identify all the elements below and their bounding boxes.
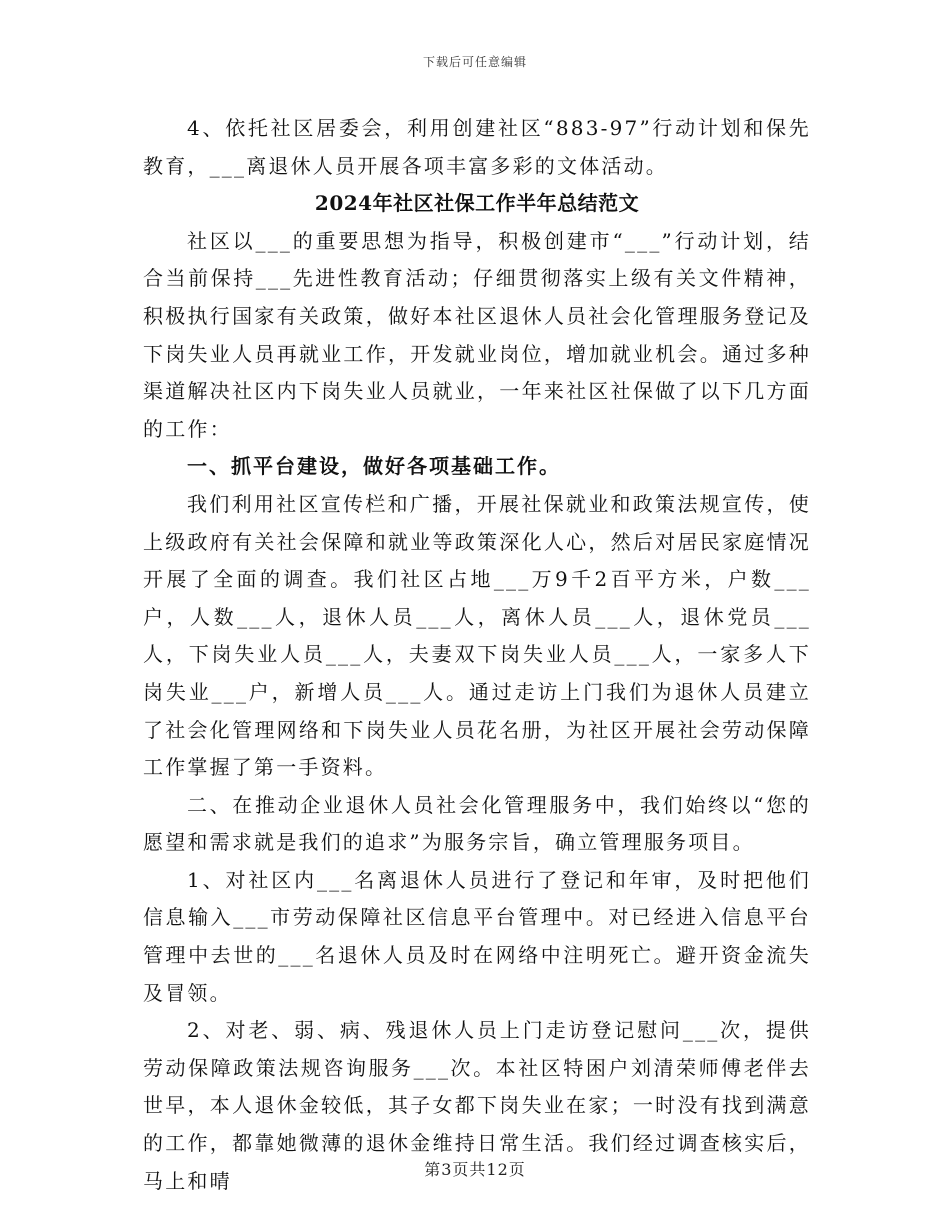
document-body (143, 110, 811, 1200)
paragraph-section-2: 二、在推动企业退休人员社会化管理服务中，我们始终以“您的愿望和需求就是我们的追求”为服务宗旨，确立管理服务项目。 (143, 792, 811, 855)
paragraph-item-4: 4、依托社区居委会，利用创建社区“883-97”行动计划和保先教育，___离退休人员开展各项丰富多彩的文体活动。 (143, 116, 811, 178)
paragraph-registration: 1、对社区内___名离退休人员进行了登记和年审，及时把他们信息输入___市劳动保障社区信息平台管理中。对已经进入信息平台管理中去世的___名退休人员及时在网络中注明死亡。避开资金流失及冒领。 (143, 867, 811, 1005)
paragraph-visits: 2、对老、弱、病、残退休人员上门走访登记慰问___次，提供劳动保障政策法规咨询服务___次。本社区特困户刘清荣师傅老伴去世早，本人退休金较低，其子女都下岗失业在家；一时没有找到满意的工作，都靠她微薄的退休金维持日常生活。我们经过调查核实后，马上和晴 (143, 1018, 811, 1193)
document-title: 2024年社区社保工作半年总结范文 (314, 191, 640, 216)
paragraph-survey: 我们利用社区宣传栏和广播，开展社保就业和政策法规宣传，使上级政府有关社会保障和就业等政策深化人心，然后对居民家庭情况开展了全面的调查。我们社区占地___万9千2百平方米，户数___户，人数___人，退休人员___人，离休人员___人，退休党员___人，下岗失业人员___人，夫妻双下岗失业人员___人，一家多人下岗失业___户，新增人员___人。通过走访上门我们为退休人员建立了社会化管理网络和下岗失业人员花名册，为社区开展社会劳动保障工作掌握了第一手资料。 (143, 491, 811, 780)
paragraph-intro: 社区以___的重要思想为指导，积极创建市“___”行动计划，结合当前保持___先进性教育活动；仔细贯彻落实上级有关文件精神，积极执行国家有关政策，做好本社区退休人员社会化管理服务登记及下岗失业人员再就业工作，开发就业岗位，增加就业机会。通过多种渠道解决社区内下岗失业人员就业，一年来社区社保做了以下几方面的工作： (143, 228, 811, 441)
section-heading-1: 一、抓平台建设，做好各项基础工作。 (187, 454, 561, 479)
page-header-note: 下载后可任意编辑 (422, 55, 527, 69)
page-number: 第3页共12页 (424, 1160, 526, 1179)
